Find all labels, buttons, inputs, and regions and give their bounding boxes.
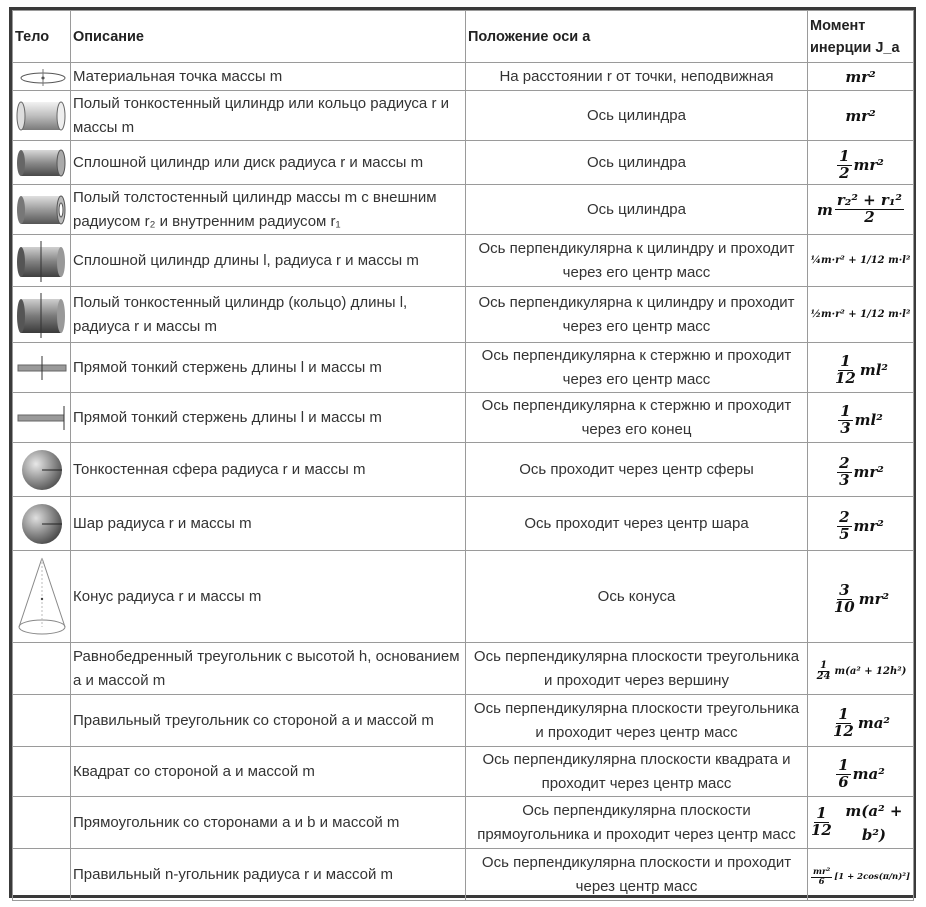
row-moment: m $\frac{\text{r₂² + r₁²}}{2}$	[808, 185, 914, 235]
row-desc: Правильный n-угольник радиуса r и массой m	[71, 849, 466, 901]
row-axis: Ось перпендикулярна к стержню и проходит через его центр масс	[466, 343, 808, 393]
header-body: Тело	[13, 11, 71, 63]
row-axis: Ось конуса	[466, 551, 808, 643]
row-axis: Ось проходит через центр шара	[466, 497, 808, 551]
row-moment: $\frac{\text{mr²}}{6}$ [1 + 2cos(π/n)²]	[808, 849, 914, 901]
row-desc: Прямой тонкий стержень длины l и массы m	[71, 393, 466, 443]
row-desc: Сплошной цилиндр длины l, радиуса r и массы m	[71, 235, 466, 287]
row-desc: Квадрат со стороной a и массой m	[71, 747, 466, 797]
row-desc: Материальная точка массы m	[71, 63, 466, 91]
solid-cylinder-figure	[13, 141, 71, 185]
hollow-cylinder-length-figure	[13, 287, 71, 343]
row-axis: Ось цилиндра	[466, 185, 808, 235]
empty-figure-cell	[13, 849, 71, 901]
empty-figure-cell	[13, 747, 71, 797]
row-desc: Конус радиуса r и массы m	[71, 551, 466, 643]
row-desc: Шар радиуса r и массы m	[71, 497, 466, 551]
rod-center-figure	[13, 343, 71, 393]
solid-cylinder-length-figure	[13, 235, 71, 287]
row-moment: $\frac{1}{2}$ mr²	[808, 141, 914, 185]
header-axis: Положение оси a	[466, 11, 808, 63]
row-desc: Тонкостенная сфера радиуса r и массы m	[71, 443, 466, 497]
empty-figure-cell	[13, 797, 71, 849]
row-axis: Ось перпендикулярна плоскости треугольника и проходит через вершину	[466, 643, 808, 695]
thin-sphere-figure	[13, 443, 71, 497]
inertia-table	[12, 10, 914, 901]
row-axis: Ось цилиндра	[466, 141, 808, 185]
row-moment: ½m·r² + 1/12 m·l²	[808, 287, 914, 343]
row-moment: mr²	[808, 63, 914, 91]
solid-ball-figure	[13, 497, 71, 551]
row-moment: $\frac{3}{10}$ mr²	[808, 551, 914, 643]
row-axis: Ось перпендикулярна к цилиндру и проходит через его центр масс	[466, 235, 808, 287]
row-axis: Ось перпендикулярна к цилиндру и проходит через его центр масс	[466, 287, 808, 343]
row-axis: Ось проходит через центр сферы	[466, 443, 808, 497]
row-desc: Равнобедренный треугольник с высотой h, основанием a и массой m	[71, 643, 466, 695]
row-axis: Ось перпендикулярна плоскости и проходит через центр масс	[466, 849, 808, 901]
row-moment: $\frac{1}{12}$ m(a² + b²)	[808, 797, 914, 849]
row-desc: Прямоугольник со сторонами a и b и массой m	[71, 797, 466, 849]
inertia-table-frame	[9, 7, 916, 898]
row-moment: $\frac{1}{24}$ m(a² + 12h²)	[808, 643, 914, 695]
header-moment: Момент инерции J_a	[808, 11, 914, 63]
row-desc: Полый тонкостенный цилиндр (кольцо) длины l, радиуса r и массы m	[71, 287, 466, 343]
row-desc: Прямой тонкий стержень длины l и массы m	[71, 343, 466, 393]
row-axis: Ось цилиндра	[466, 91, 808, 141]
row-moment: $\frac{1}{6}$ ma²	[808, 747, 914, 797]
row-desc: Сплошной цилиндр или диск радиуса r и массы m	[71, 141, 466, 185]
row-desc: Полый толстостенный цилиндр массы m с внешним радиусом r₂ и внутренним радиусом r₁	[71, 185, 466, 235]
empty-figure-cell	[13, 695, 71, 747]
row-desc: Правильный треугольник со стороной a и массой m	[71, 695, 466, 747]
row-moment: ¼m·r² + 1/12 m·l²	[808, 235, 914, 287]
point-mass-figure	[13, 63, 71, 91]
header-description: Описание	[71, 11, 466, 63]
row-axis: На расстоянии r от точки, неподвижная	[466, 63, 808, 91]
thick-hollow-cylinder-figure	[13, 185, 71, 235]
row-moment: mr²	[808, 91, 914, 141]
rod-end-figure	[13, 393, 71, 443]
empty-figure-cell	[13, 643, 71, 695]
row-moment: $\frac{1}{12}$ ml²	[808, 343, 914, 393]
hollow-cylinder-figure	[13, 91, 71, 141]
row-axis: Ось перпендикулярна плоскости треугольника и проходит через центр масс	[466, 695, 808, 747]
row-moment: $\frac{2}{3}$ mr²	[808, 443, 914, 497]
cone-figure	[13, 551, 71, 643]
row-axis: Ось перпендикулярна к стержню и проходит через его конец	[466, 393, 808, 443]
row-axis: Ось перпендикулярна плоскости прямоугольника и проходит через центр масс	[466, 797, 808, 849]
row-moment: $\frac{2}{5}$ mr²	[808, 497, 914, 551]
row-moment: $\frac{1}{12}$ ma²	[808, 695, 914, 747]
row-moment: $\frac{1}{3}$ ml²	[808, 393, 914, 443]
row-axis: Ось перпендикулярна плоскости квадрата и проходит через центр масс	[466, 747, 808, 797]
row-desc: Полый тонкостенный цилиндр или кольцо радиуса r и массы m	[71, 91, 466, 141]
